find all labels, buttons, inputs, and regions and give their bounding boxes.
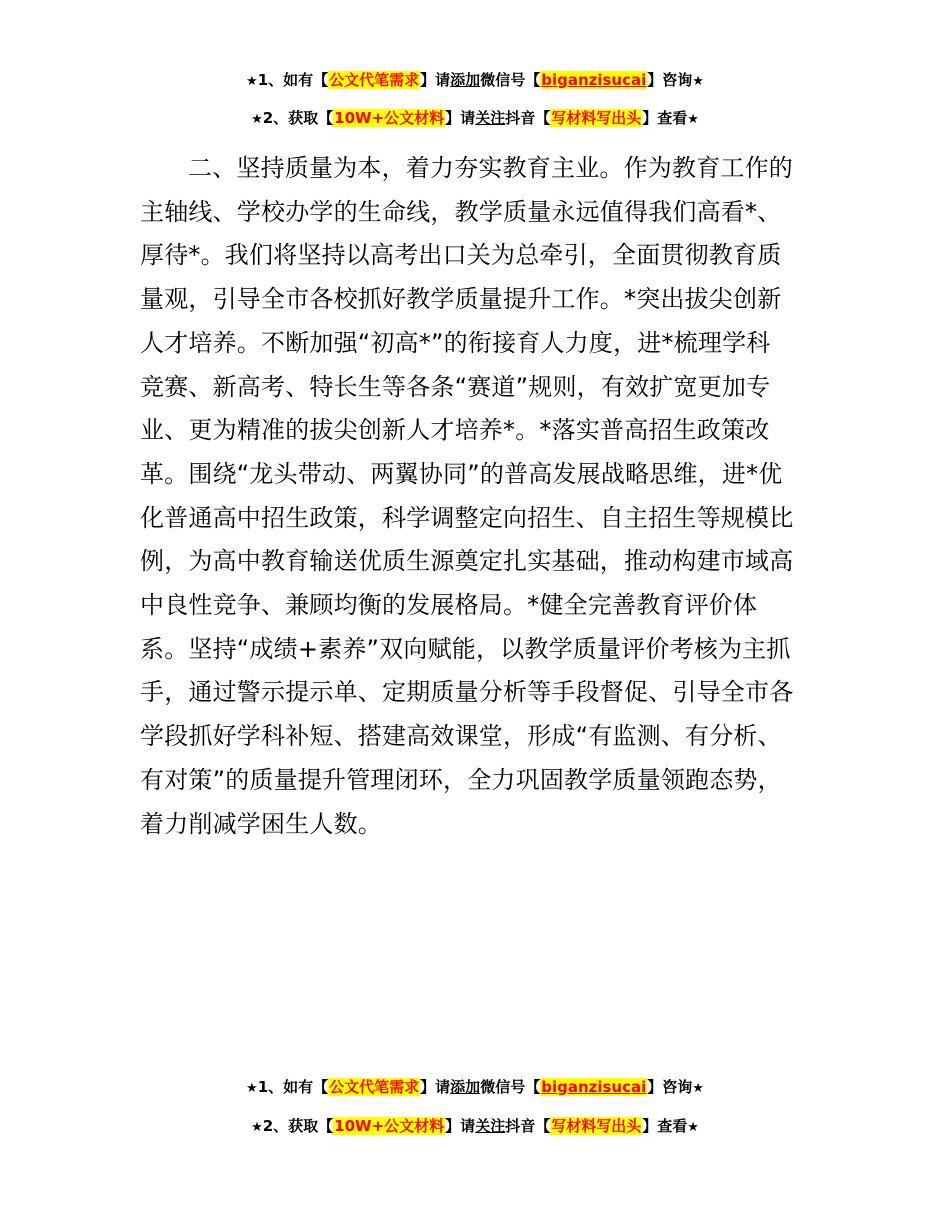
banner-text: 】请: [445, 109, 476, 127]
article-line: 着力削减学困生人数。: [140, 809, 382, 838]
douyin-account: 写材料写出头: [551, 109, 642, 127]
underlined-add: 添加: [450, 1078, 481, 1096]
banner-text: 抖音【: [505, 1117, 551, 1135]
douyin-account: 写材料写出头: [551, 1117, 642, 1135]
article-line: 竞赛、新高考、特长生等各条“赛道”规则，有效扩宽更加专: [140, 372, 771, 401]
highlight-materials: 10W+公文材料: [334, 1117, 445, 1135]
article-line: 有对策”的质量提升管理闭环，全力巩固教学质量领跑态势，: [140, 765, 782, 794]
article-line: 革。围绕“龙头带动、两翼协同”的普高发展战略思维，进*优: [140, 459, 783, 488]
underlined-follow: 关注: [475, 1117, 506, 1135]
wechat-id: biganzisucai: [541, 1078, 647, 1096]
promo-banner-line-2-bottom: [0, 1116, 950, 1138]
banner-text: 微信号【: [480, 1078, 541, 1096]
article-line: 业、更为精准的拔尖创新人才培养*。*落实普高招生政策改: [140, 416, 770, 445]
highlight-ghostwriting: 公文代笔需求: [329, 71, 420, 89]
article-body: [140, 147, 812, 846]
star-icon: ★: [692, 74, 704, 89]
star-icon: ★: [251, 1120, 263, 1135]
article-line: 二、坚持质量为本，着力夯实教育主业。作为教育工作的: [188, 154, 793, 182]
article-line: 人才培养。不断加强“初高*”的衔接育人力度，进*梳理学科: [140, 328, 771, 357]
underlined-follow: 关注: [475, 109, 506, 127]
highlight-materials: 10W+公文材料: [334, 109, 445, 127]
banner-text: 2、获取【: [262, 1117, 334, 1135]
banner-text: 2、获取【: [262, 109, 334, 127]
article-line: 例，为高中教育输送优质生源奠定扎实基础，推动构建市域高: [140, 547, 794, 576]
highlight-ghostwriting: 公文代笔需求: [329, 1078, 420, 1096]
wechat-id: biganzisucai: [541, 71, 647, 89]
banner-text: 1、如有【: [257, 71, 329, 89]
star-icon: ★: [251, 112, 263, 127]
banner-text: 】请: [420, 71, 451, 89]
article-line: 学段抓好学科补短、搭建高效课堂，形成“有监测、有分析、: [140, 722, 782, 751]
banner-text: 】请: [420, 1078, 451, 1096]
banner-text: 抖音【: [505, 109, 551, 127]
banner-text: 】咨询: [647, 71, 693, 89]
article-line: 主轴线、学校办学的生命线，教学质量永远值得我们高看*、: [140, 197, 782, 226]
article-line: 化普通高中招生政策，科学调整定向招生、自主招生等规模比: [140, 503, 794, 532]
article-line: 手，通过警示提示单、定期质量分析等手段督促、引导全市各: [140, 678, 794, 707]
banner-text: 】请: [445, 1117, 476, 1135]
star-icon: ★: [692, 1081, 704, 1096]
article-line: 中良性竞争、兼顾均衡的发展格局。*健全完善教育评价体: [140, 591, 758, 620]
star-icon: ★: [687, 1120, 699, 1135]
banner-text: 微信号【: [480, 71, 541, 89]
promo-banner-line-2-top: [0, 108, 950, 130]
article-line: 系。坚持“成绩+素养”双向赋能，以教学质量评价考核为主抓: [140, 634, 791, 663]
promo-banner-line-1-top: [0, 70, 950, 92]
star-icon: ★: [246, 1081, 258, 1096]
banner-text: 】查看: [642, 1117, 688, 1135]
article-line: 厚待*。我们将坚持以高考出口关为总牵引，全面贯彻教育质: [140, 241, 782, 270]
banner-text: 】查看: [642, 109, 688, 127]
banner-text: 】咨询: [647, 1078, 693, 1096]
promo-banner-line-1-bottom: [0, 1077, 950, 1099]
banner-text: 1、如有【: [257, 1078, 329, 1096]
star-icon: ★: [246, 74, 258, 89]
article-line: 量观，引导全市各校抓好教学质量提升工作。*突出拔尖创新: [140, 285, 782, 314]
underlined-add: 添加: [450, 71, 481, 89]
star-icon: ★: [687, 112, 699, 127]
